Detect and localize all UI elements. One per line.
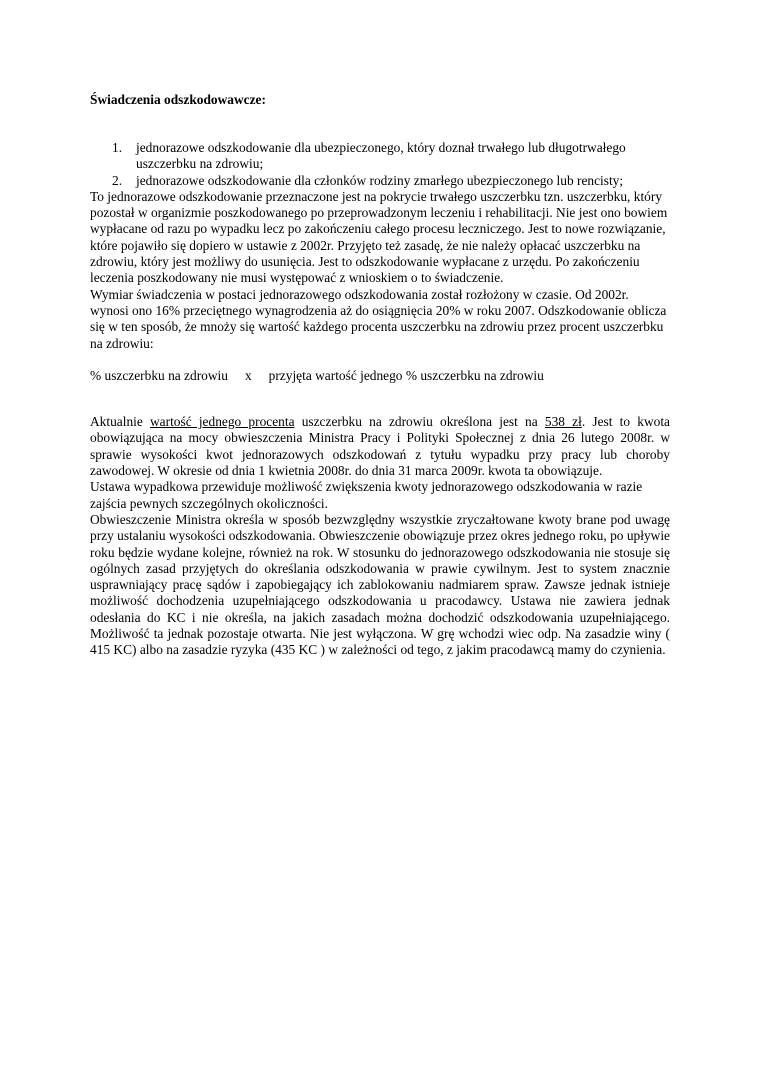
formula-line bbox=[90, 368, 670, 384]
list-item-text: jednorazowe odszkodowanie dla członków rodziny zmarłego ubezpieczonego lub rencisty; bbox=[136, 172, 624, 188]
benefits-list bbox=[90, 140, 670, 189]
paragraph-current-value bbox=[90, 414, 670, 479]
paragraph-increase: Ustawa wypadkowa przewiduje możliwość zwiększenia kwoty jednorazowego odszkodowania w razie zajścia pewnych szczególnych okoliczności. bbox=[90, 479, 643, 511]
formula-left: % uszczerbku na zdrowiu bbox=[90, 367, 228, 383]
document-heading: Świadczenia odszkodowawcze: bbox=[90, 92, 266, 107]
list-item-number: 2. bbox=[112, 172, 123, 188]
list-item bbox=[90, 140, 670, 173]
list-item-number: 1. bbox=[112, 140, 123, 155]
list-item bbox=[90, 173, 670, 189]
paragraph-purpose: To jednorazowe odszkodowanie przeznaczone jest na pokrycie trwałego uszczerbku tzn. uszczerbku, który pozostał w organizmie poszkodowanego po przeprowadzonym leczeniu i rehabilitacji. Nie jest ono bowiem wypłacane od razu po wypadku lecz po zakończeniu całego procesu leczniczego. Jest to nowe rozwiązanie, które pojawiło się dopiero w ustawie z 2002r. Przyjęto też zasadę, że nie należy opłacać uszczerbku na zdrowiu, który jest możliwy do usunięcia. Jest to odszkodowanie wypłacane z urzędu. Po zakończeniu leczenia poszkodowany nie musi występować z wnioskiem o to świadczenie. bbox=[90, 188, 668, 286]
current-value-rest: . Jest to kwota obowiązująca na mocy obwieszczenia Ministra Pracy i Polityki Społecznej z dnia 26 lutego 2008r. w sprawie wysokości kwot jednorazowych odszkodowań z tytułu wypadku przy pracy lub choroby zawodowej. W okresie od dnia 1 kwietnia 2008r. do dnia 31 marca 2009r. kwota ta obowiązuje. bbox=[90, 414, 670, 479]
paragraph-calculation: Wymiar świadczenia w postaci jednorazowego odszkodowania został rozłożony w czasie. Od 2002r. wynosi ono 16% przeciętnego wynagrodzenia aż do osiągnięcia 20% w roku 2007. Odszkodowanie oblicza się w ten sposób, że mnoży się wartość każdego procenta uszczerbku na zdrowiu przez procent uszczerbku na zdrowiu: bbox=[90, 286, 667, 351]
current-value-intro: Aktualnie bbox=[90, 414, 150, 430]
paragraph-announcement: Obwieszczenie Ministra określa w sposób bezwzględny wszystkie zryczałtowane kwoty brane pod uwagę przy ustalaniu wysokości odszkodowania. Obwieszczenie obowiązuje przez okres jednego roku, po upływie roku będzie wydane kolejne, również na rok. W stosunku do jednorazowego odszkodowania nie stosuje się ogólnych zasad przyjętych do określania odszkodowania w prawie cywilnym. Jest to system znacznie usprawniający pracę sądów i zapobiegający ich zablokowaniu nadmiarem spraw. Zawsze jednak istnieje możliwość dochodzenia uzupełniającego odszkodowania u pracodawcy. Ustawa nie zawiera jednak odesłania do KC i nie określa, na jakich zasadach można dochodzić odszkodowania uzupełniającego. Możliwość ta jednak pozostaje otwarta. Nie jest wyłączona. W grę wchodzi wiec odp. Na zasadzie winy ( 415 KC) albo na zasadzie ryzyka (435 KC ) w zależności od tego, z jakim pracodawcą mamy do czynienia. bbox=[90, 511, 670, 658]
link-amount[interactable]: 538 zł bbox=[544, 414, 582, 430]
link-value-one-percent[interactable]: wartość jednego procenta bbox=[150, 414, 295, 430]
current-value-middle: uszczerbku na zdrowiu określona jest na bbox=[294, 414, 545, 430]
list-item-text: jednorazowe odszkodowanie dla ubezpieczonego, który doznał trwałego lub długotrwałego uszczerbku na zdrowiu; bbox=[136, 140, 626, 172]
formula-operator: x bbox=[244, 367, 252, 383]
document-page bbox=[90, 92, 670, 659]
formula-right: przyjęta wartość jednego % uszczerbku na zdrowiu bbox=[268, 367, 544, 383]
